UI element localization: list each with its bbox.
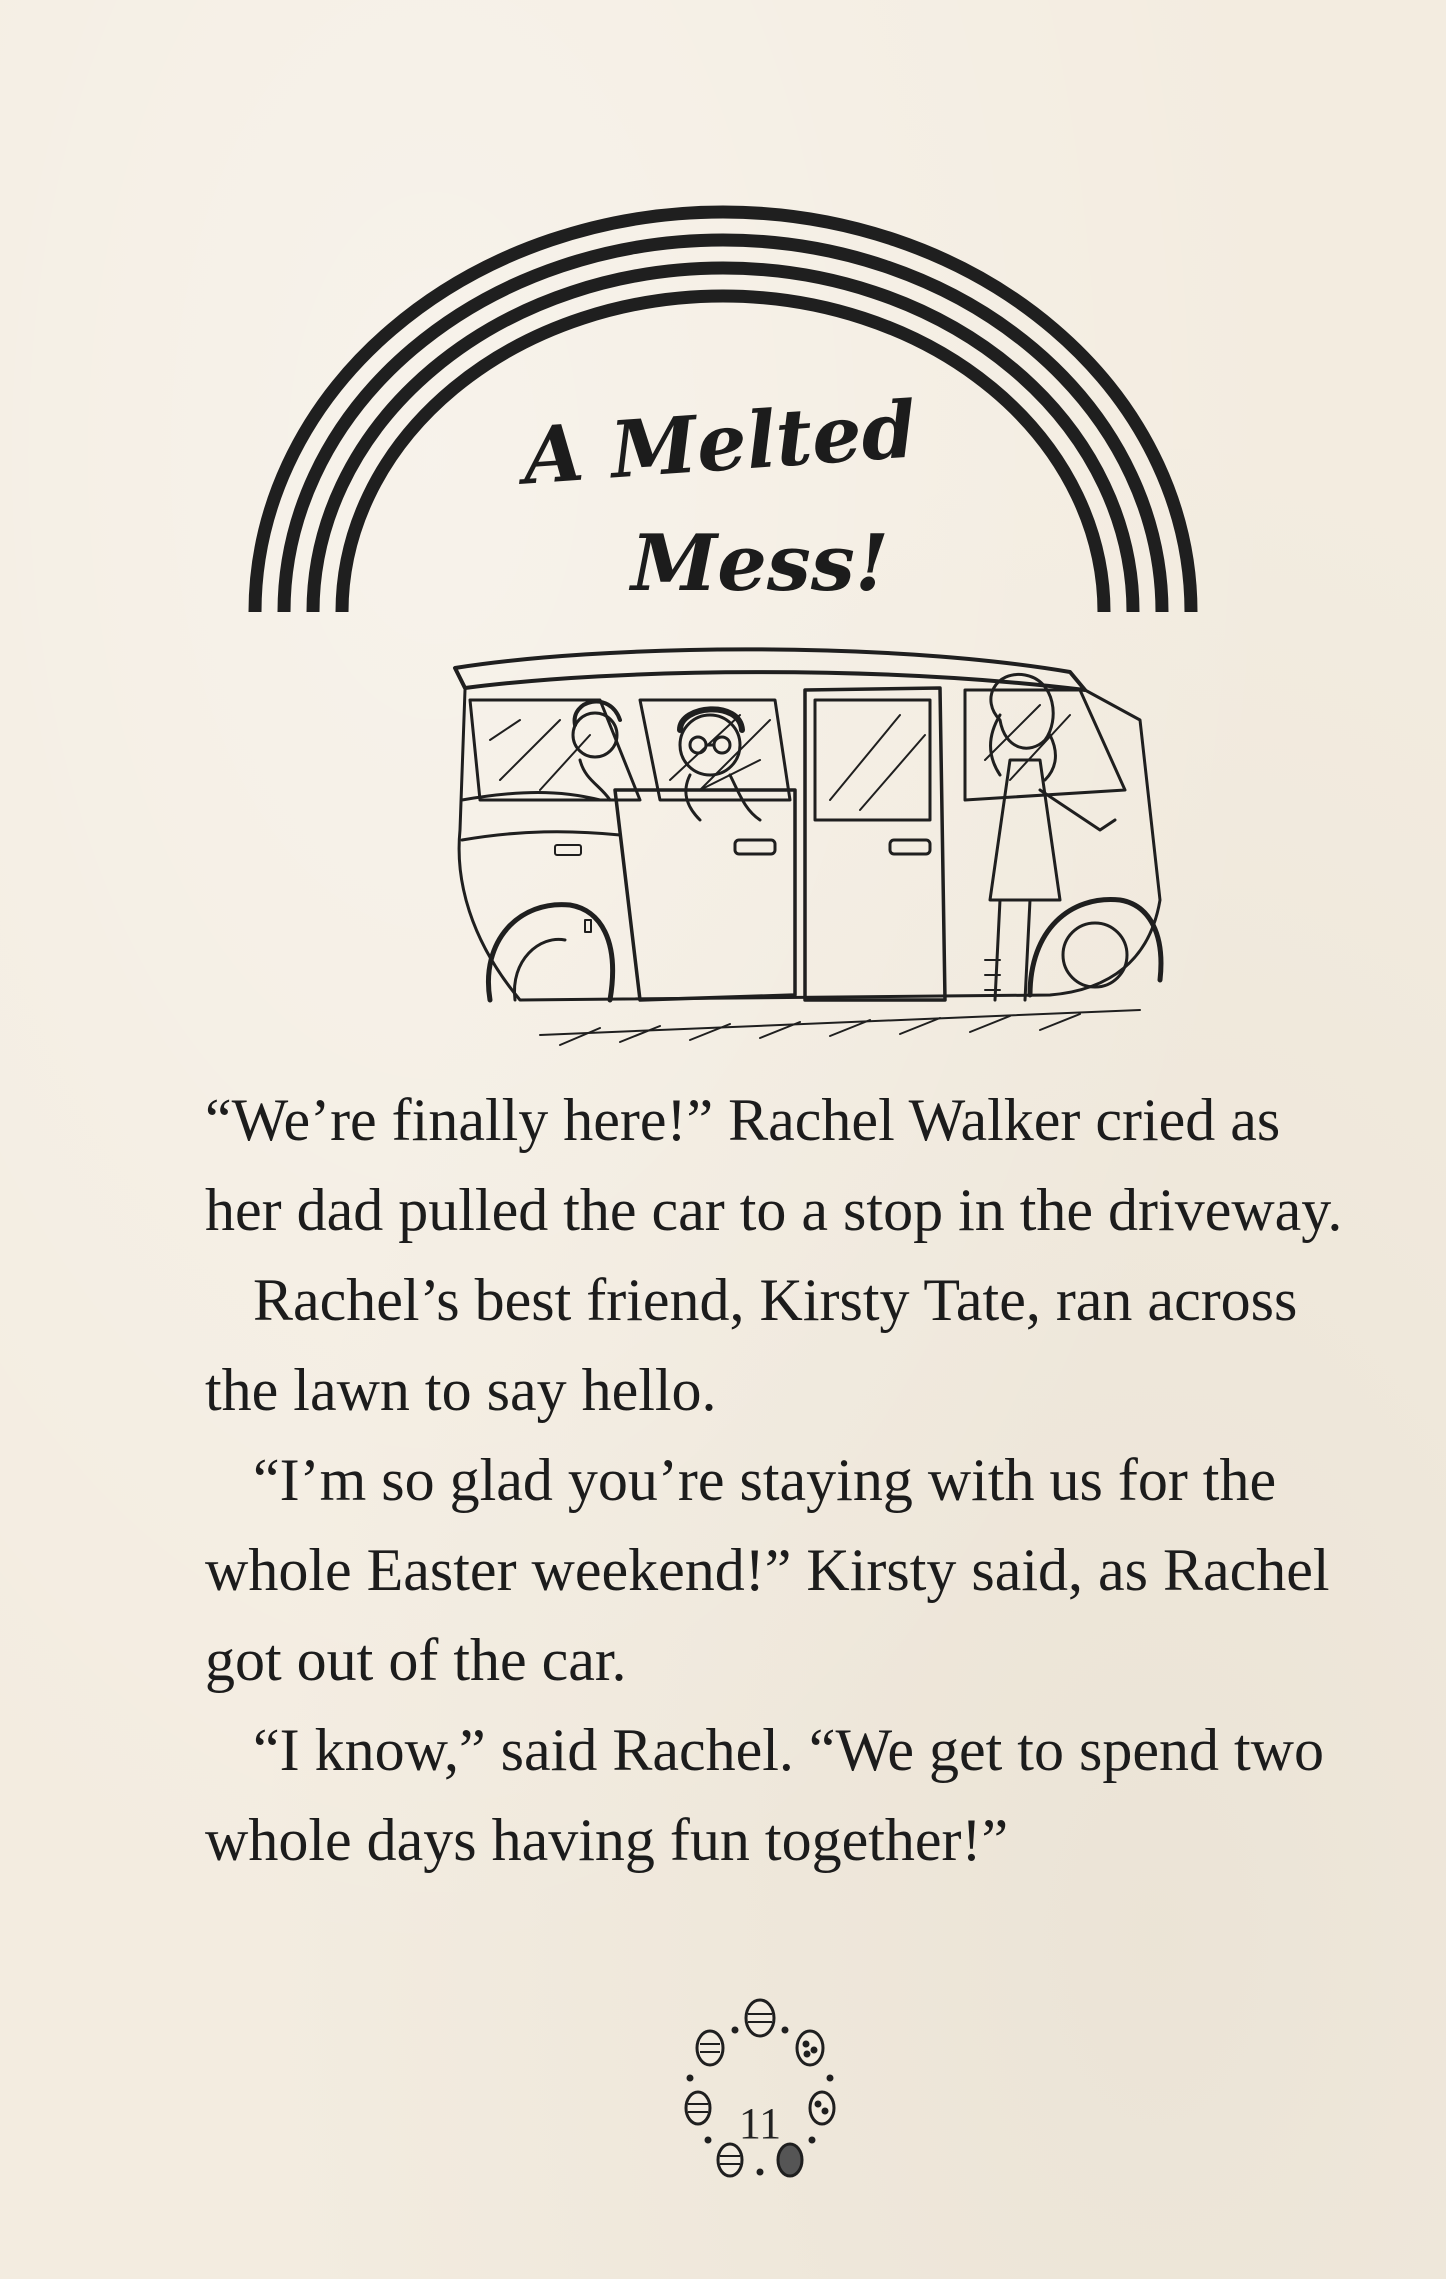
chapter-header-art	[0, 0, 1446, 1060]
paragraph-1: “We’re finally here!” Rachel Walker cried as her dad pulled the car to a stop in the driveway.	[205, 1087, 1343, 1243]
paragraph-2: Rachel’s best friend, Kirsty Tate, ran across the lawn to say hello.	[205, 1267, 1298, 1423]
paragraph-4: “I know,” said Rachel. “We get to spend two whole days having fun together!”	[205, 1717, 1324, 1873]
chapter-title-line2: Mess!	[630, 518, 890, 609]
page-number: 11	[738, 2099, 782, 2148]
chapter-title-line1: A Melted	[520, 384, 919, 503]
chapter-header	[0, 0, 1446, 1060]
car-with-family-icon	[455, 649, 1161, 1045]
chapter-body	[205, 1075, 1345, 1885]
paragraph-3: “I’m so glad you’re staying with us for the whole Easter weekend!” Kirsty said, as Rachel got out of the car.	[205, 1447, 1330, 1693]
egg-ring-icon	[660, 1990, 860, 2190]
page-footer	[660, 1990, 860, 2190]
